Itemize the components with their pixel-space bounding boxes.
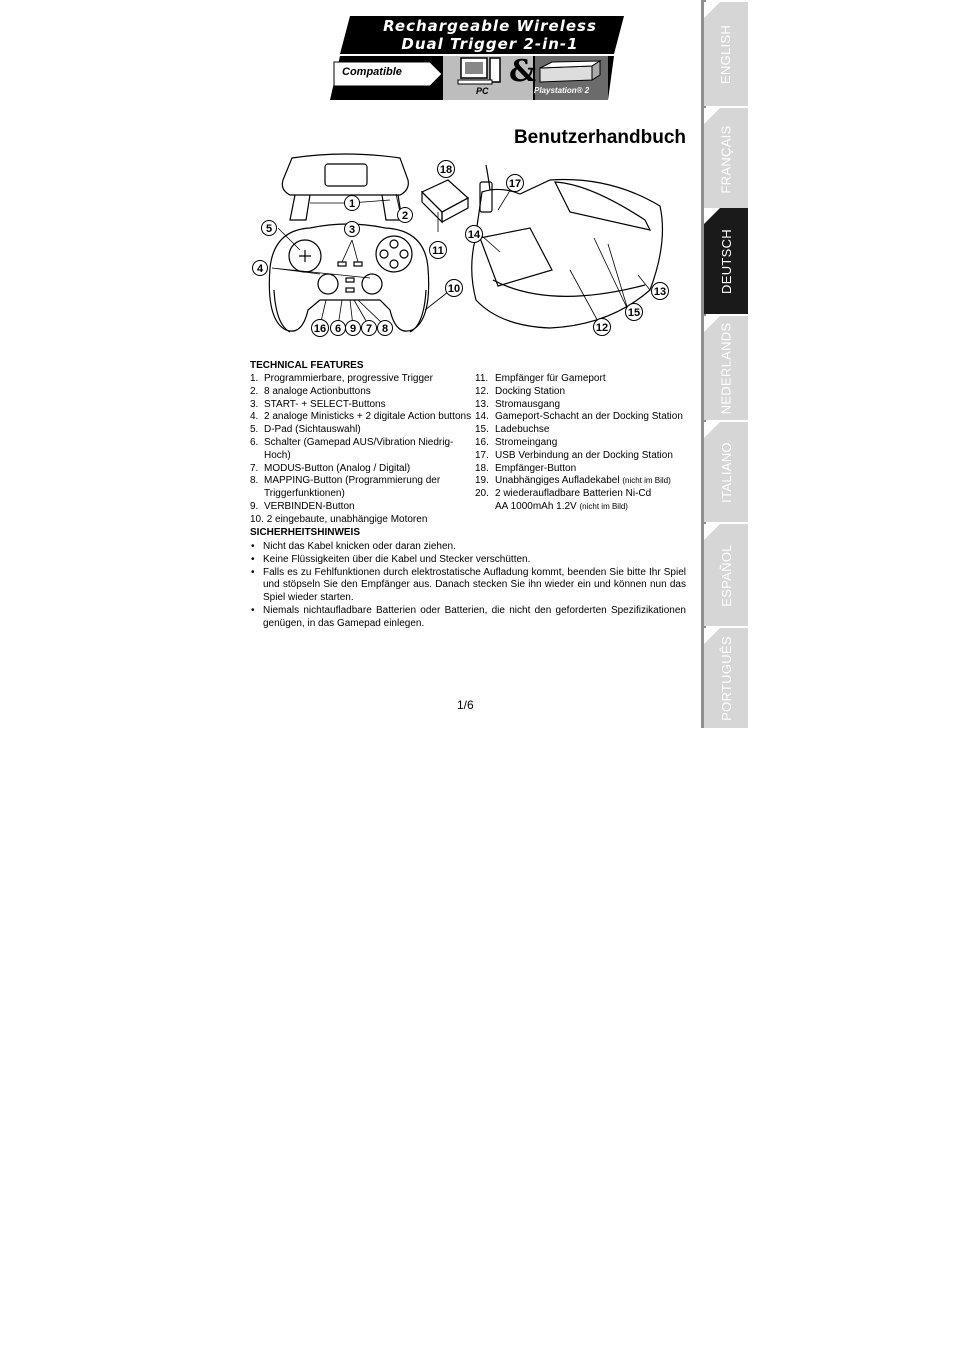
tab-nederlands[interactable] <box>704 316 748 420</box>
banner-title-line-2: Dual Trigger 2-in-1 <box>401 35 579 53</box>
svg-text:10: 10 <box>447 283 461 295</box>
diagram-callouts <box>250 150 680 345</box>
svg-text:4: 4 <box>256 263 264 275</box>
callout-4 <box>253 261 268 276</box>
safety-heading: SICHERHEITSHINWEIS <box>250 527 361 538</box>
feature-item: 16. Stromeingang <box>475 436 558 448</box>
callout-17 <box>507 175 524 192</box>
callout-6 <box>331 321 346 336</box>
svg-text:9: 9 <box>349 323 357 335</box>
feature-item: 17. USB Verbindung an der Docking Station <box>475 449 673 461</box>
svg-text:6: 6 <box>334 323 342 335</box>
ampersand: & <box>509 54 537 89</box>
product-banner <box>330 16 624 102</box>
tab-portugues[interactable] <box>704 628 748 728</box>
callout-13 <box>652 283 669 300</box>
feature-item: 7. MODUS-Button (Analog / Digital) <box>250 462 411 474</box>
safety-list <box>250 541 686 631</box>
tab-label: ENGLISH <box>718 24 734 84</box>
tab-italiano[interactable] <box>704 422 748 522</box>
callout-8 <box>378 321 393 336</box>
callout-10 <box>446 280 463 297</box>
pc-label: PC <box>476 86 489 96</box>
svg-text:3: 3 <box>348 224 356 236</box>
callout-12 <box>594 319 611 336</box>
callout-2 <box>398 208 413 223</box>
callout-5 <box>262 221 277 236</box>
svg-text:16: 16 <box>313 323 327 335</box>
feature-item: 8. MAPPING-Button (Programmierung der Triggerfunktionen) <box>250 475 441 500</box>
svg-text:17: 17 <box>508 178 522 190</box>
feature-item: 6. Schalter (Gamepad AUS/Vibration Niedrig-Hoch) <box>250 436 454 461</box>
callout-14 <box>466 226 483 243</box>
callout-9 <box>346 321 361 336</box>
callout-3 <box>345 222 360 237</box>
compatible-label: Compatible <box>342 66 402 78</box>
ps2-label: Playstation® 2 <box>534 86 590 95</box>
tab-label: PORTUGUÊS <box>718 635 734 721</box>
callout-7 <box>362 321 377 336</box>
callout-18 <box>438 161 455 178</box>
tab-deutsch[interactable] <box>704 208 748 314</box>
banner-title-line-1: Rechargeable Wireless <box>383 17 597 35</box>
svg-text:14: 14 <box>467 229 481 241</box>
feature-item: 1. Programmierbare, progressive Trigger <box>250 373 433 384</box>
tab-label: DEUTSCH <box>718 228 734 294</box>
technical-features-heading: TECHNICAL FEATURES <box>250 360 364 371</box>
tab-espanol[interactable] <box>704 524 748 626</box>
feature-item: 19. Unabhängiges Aufladekabel (nicht im Bild) <box>475 475 671 487</box>
safety-item: • Nicht das Kabel knicken oder daran ziehen. <box>250 541 686 554</box>
tab-francais[interactable] <box>704 108 748 210</box>
feature-item: 13. Stromausgang <box>475 398 561 410</box>
feature-item: 9. VERBINDEN-Button <box>250 500 355 512</box>
svg-text:15: 15 <box>627 307 641 319</box>
callout-11 <box>430 242 447 259</box>
svg-text:12: 12 <box>595 322 609 334</box>
feature-item: 2. 8 analoge Actionbuttons <box>250 385 371 397</box>
svg-text:2: 2 <box>401 210 409 222</box>
page-title: Benutzerhandbuch <box>513 127 686 148</box>
callout-15 <box>626 304 643 321</box>
features-left-list <box>250 373 475 527</box>
svg-text:1: 1 <box>348 198 356 210</box>
svg-text:11: 11 <box>432 245 444 257</box>
svg-text:7: 7 <box>365 323 373 335</box>
product-diagram <box>250 150 680 345</box>
feature-item: 20. 2 wiederaufladbare Batterien Ni-Cd AA 1000mAh 1.2V (nicht im Bild) <box>475 488 652 512</box>
feature-item: 5. D-Pad (Sichtauswahl) <box>250 424 361 436</box>
tab-english[interactable] <box>704 2 748 106</box>
callout-16 <box>312 320 329 337</box>
feature-item: 3. START- + SELECT-Buttons <box>250 398 386 410</box>
tab-label: ITALIANO <box>718 441 734 503</box>
tab-label: NEDERLANDS <box>718 322 734 414</box>
safety-item: • Keine Flüssigkeiten über die Kabel und Stecker verschütten. <box>250 554 686 567</box>
safety-item: • Falls es zu Fehlfunktionen durch elektrostatische Aufladung kommt, beenden Sie bitte Ihr Spiel und stöpseln Sie den Empfänger aus. Danach stecken Sie ihn wieder ein und können nun das Spiel wieder starten. <box>250 567 686 605</box>
tab-label: FRANÇAIS <box>718 124 734 194</box>
feature-item: 11. Empfänger für Gameport <box>475 373 606 384</box>
feature-item: 15. Ladebuchse <box>475 424 550 436</box>
feature-item: 12. Docking Station <box>475 385 566 397</box>
page-number: 1/6 <box>457 698 474 712</box>
tab-label: ESPAÑOL <box>718 543 734 607</box>
safety-item: • Niemals nichtaufladbare Batterien oder Batterien, die nicht den geforderten Spezifizikationen genügen, in das Gamepad einlegen. <box>250 605 686 631</box>
svg-text:13: 13 <box>653 286 667 298</box>
feature-item: 4. 2 analoge Ministicks + 2 digitale Action buttons <box>250 411 472 423</box>
callout-1 <box>345 196 360 211</box>
features-right-list <box>475 373 690 514</box>
svg-text:5: 5 <box>265 223 273 235</box>
feature-item: 14. Gameport-Schacht an der Docking Station <box>475 411 683 423</box>
feature-item: 10. 2 eingebaute, unabhängige Motoren <box>250 513 428 525</box>
feature-item: 18. Empfänger-Button <box>475 462 577 474</box>
svg-text:18: 18 <box>439 164 453 176</box>
svg-text:8: 8 <box>381 323 389 335</box>
